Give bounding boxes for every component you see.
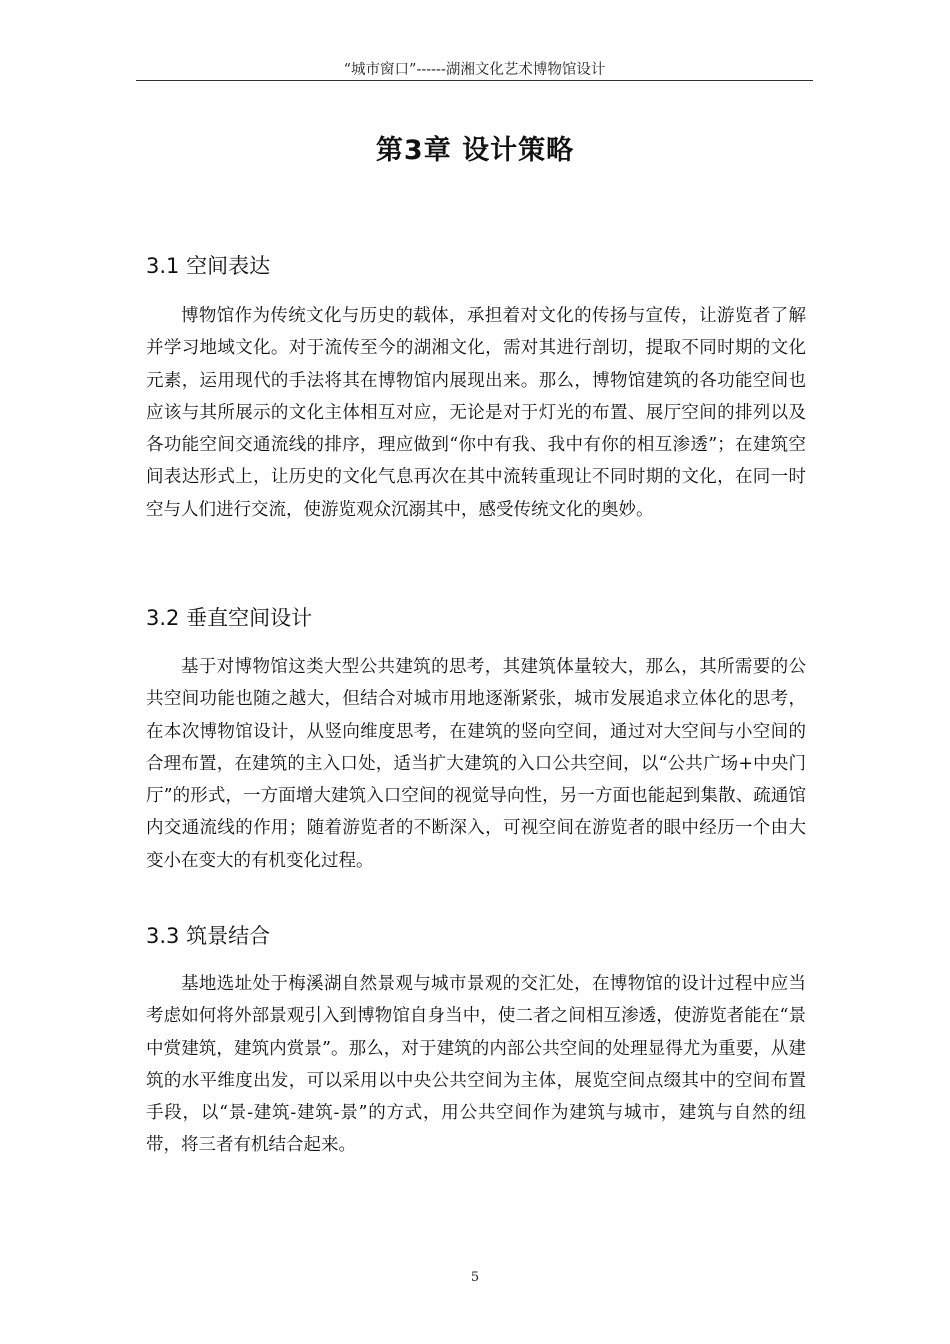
section-paragraph-3-2: 基于对博物馆这类大型公共建筑的思考，其建筑体量较大，那么，其所需要的公共空间功能也随之越大，但结合对城市用地逐渐紧张，城市发展追求立体化的思考，在本次博物馆设计，从竖向维度思考，在建筑的竖向空间，通过对大空间与小空间的合理布置，在建筑的主入口处，适当扩大建筑的入口公共空间，以“公共广场+中央门厅”的形式，一方面增大建筑入口空间的视觉导向性，另一方面也能起到集散、疏通馆内交通流线的作用；随着游览者的不断深入，可视空间在游览者的眼中经历一个由大变小在变大的有机变化过程。 bbox=[146, 657, 806, 871]
section-paragraph-3-1: 博物馆作为传统文化与历史的载体，承担着对文化的传扬与宣传，让游览者了解并学习地域文化。对于流传至今的湖湘文化，需对其进行剖切，提取不同时期的文化元素，运用现代的手法将其在博物馆内展现出来。那么，博物馆建筑的各功能空间也应该与其所展示的文化主体相互对应，无论是对于灯光的布置、展厅空间的排列以及各功能空间交通流线的排序，理应做到“你中有我、我中有你的相互渗透”；在建筑空间表达形式上，让历史的文化气息再次在其中流转重现让不同时期的文化，在同一时空与人们进行交流，使游览观众沉溺其中，感受传统文化的奥妙。 bbox=[146, 306, 806, 520]
section-heading-3-3: 3.3 筑景结合 bbox=[146, 924, 271, 948]
header-divider bbox=[136, 80, 813, 81]
chapter-title: 第3章 设计策略 bbox=[375, 135, 575, 166]
page-number: 5 bbox=[470, 1270, 480, 1285]
section-paragraph-3-3: 基地选址处于梅溪湖自然景观与城市景观的交汇处，在博物馆的设计过程中应当考虑如何将外部景观引入到博物馆自身当中，使二者之间相互渗透，使游览者能在“景中赏建筑，建筑内赏景”。那么，对于建筑的内部公共空间的处理显得尤为重要，从建筑的水平维度出发，可以采用以中央公共空间为主体，展览空间点缀其中的空间布置手段，以“景-建筑-建筑-景”的方式，用公共空间作为建筑与城市，建筑与自然的纽带，将三者有机结合起来。 bbox=[146, 974, 806, 1156]
running-header: “城市窗口”------湖湘文化艺术博物馆设计 bbox=[343, 62, 606, 78]
section-heading-3-2: 3.2 垂直空间设计 bbox=[146, 606, 313, 630]
section-heading-3-1: 3.1 空间表达 bbox=[146, 254, 271, 278]
